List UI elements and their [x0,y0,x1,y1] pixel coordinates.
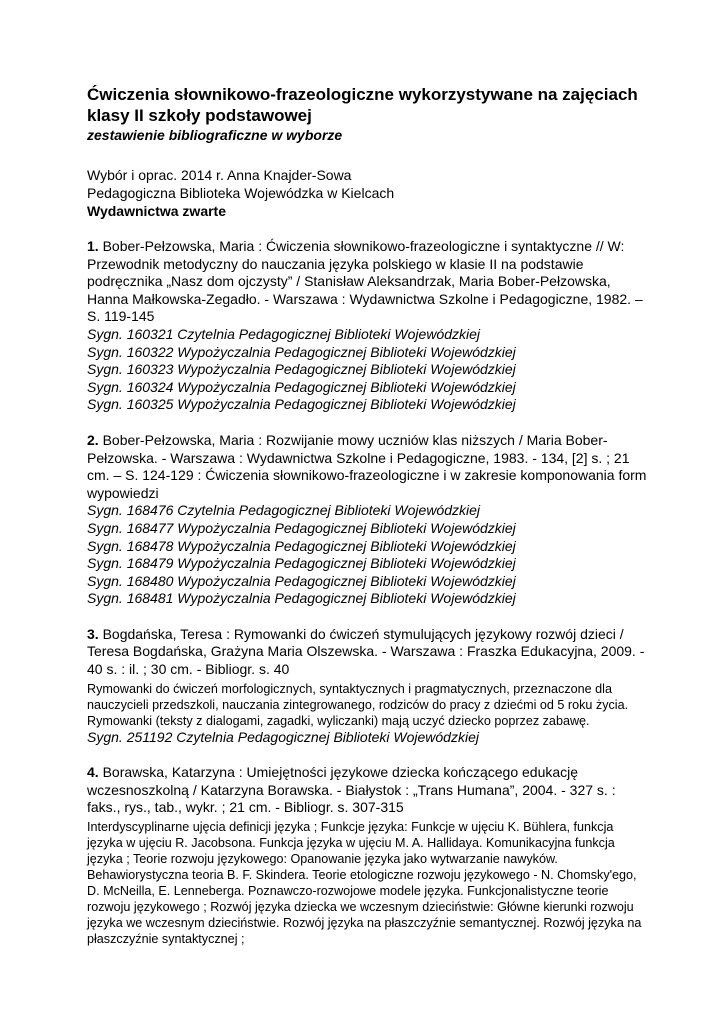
entry-signature: Sygn. 168480 Wypożyczalnia Pedagogicznej Biblioteki Wojewódzkiej [87,572,516,589]
entry-description: Interdyscyplinarne ujęcia definicji języka ; Funkcje języka: Funkcje w ujęciu K. Bühlera, funkcja języka w ujęciu R. Jacobsona. Funkcja języka w ujęciu M. A. Hallidaya. Komunikacyjna funkcja języka ; Teorie rozwoju językowego: Opanowanie języka jako wytwarzanie nawyków. Behawiorystyczna teoria B. F. Skindera. Teorie etologiczne rozwoju językowego - N. Chomsky'ego, D. McNeilla, E. Lenneberga. Poznawczo-rozwojowe modele języka. Funkcjonalistyczne teorie rozwoju językowego ; Rozwój języka dziecka we wczesnym dzieciństwie: Główne kierunki rozwoju języka we wczesnym dzieciństwie. Rozwój języka na płaszczyźnie semantycznej. Rozwój języka na płaszczyźnie syntaktycznej ; [87,820,642,947]
entry-citation [87,432,647,502]
entry-signature: Sygn. 160321 Czytelnia Pedagogicznej Biblioteki Wojewódzkiej [87,325,481,342]
document-subtitle: zestawienie bibliograficzne w wyborze [87,127,343,143]
entry-signature: Sygn. 168478 Wypożyczalnia Pedagogicznej Biblioteki Wojewódzkiej [87,537,516,554]
bibliography-entry [87,432,647,608]
bibliography-entry [87,626,647,746]
entry-signature: Sygn. 168476 Czytelnia Pedagogicznej Biblioteki Wojewódzkiej [87,502,481,519]
entry-signature: Sygn. 160323 Wypożyczalnia Pedagogicznej Biblioteki Wojewódzkiej [87,361,516,378]
entry-citation [87,626,647,679]
entry-citation-text: Bogdańska, Teresa : Rymowanki do ćwiczeń stymulujących językowy rozwój dzieci / Teresa Bogdańska, Grażyna Maria Olszewska. - Warszawa : Fraszka Edukacyjna, 2009. - 40 s. : il. ; 30 cm. - Bibliogr. s. 40 [87,625,645,678]
entry-number: 4. [87,764,99,781]
bibliography-entry [87,764,647,947]
section-heading: Wydawnictwa zwarte [87,203,227,219]
entry-list [87,238,647,947]
entry-signature: Sygn. 168479 Wypożyczalnia Pedagogicznej Biblioteki Wojewódzkiej [87,555,516,572]
entry-signature: Sygn. 168481 Wypożyczalnia Pedagogicznej Biblioteki Wojewódzkiej [87,590,516,607]
entry-number: 2. [87,431,99,448]
entry-citation-text: Borawska, Katarzyna : Umiejętności językowe dziecka kończącego edukację wczesnoszkolną / Katarzyna Borawska. - Białystok : „Trans Humana”, 2004. - 327 s. : faks., rys., tab., wykr. ; 21 cm. - Bibliogr. s. 307-315 [87,764,616,816]
entry-signature: Sygn. 160325 Wypożyczalnia Pedagogicznej Biblioteki Wojewódzkiej [87,396,516,413]
entry-citation [87,238,647,326]
entry-citation-text: Bober-Pełzowska, Maria : Rozwijanie mowy uczniów klas niższych / Maria Bober-Pełzowska. - Warszawa : Wydawnictwa Szkolne i Pedagogiczne, 1983. - 134, [2] s. ; 21 cm. – S. 124-129 : Ćwiczenia słownikowo-frazeologiczne i w zakresie komponowania form wypowiedzi [87,431,647,501]
entry-description: Rymowanki do ćwiczeń morfologicznych, syntaktycznych i pragmatycznych, przeznaczone dla nauczycieli przedszkoli, nauczania zintegrowanego, rodziców do pracy z dziećmi od 5 roku życia. Rymowanki (teksty z dialogami, zagadki, wyliczanki) mają uczyć dziecko poprzez zabawę. [87,681,629,728]
compiler-line: Wybór i oprac. 2014 r. Anna Knajder-Sowa [87,167,352,183]
entry-signature: Sygn. 251192 Czytelnia Pedagogicznej Biblioteki Wojewódzkiej [87,728,479,745]
document-content [87,84,647,947]
document-title: Ćwiczenia słownikowo-frazeologiczne wykorzystywane na zajęciach klasy II szkoły podstawowej [87,85,638,125]
bibliography-entry [87,238,647,414]
entry-signature: Sygn. 160324 Wypożyczalnia Pedagogicznej Biblioteki Wojewódzkiej [87,378,516,395]
entry-number: 1. [87,238,99,254]
entry-signature: Sygn. 160322 Wypożyczalnia Pedagogicznej Biblioteki Wojewódzkiej [87,343,516,360]
institution-line: Pedagogiczna Biblioteka Wojewódzka w Kielcach [87,185,395,201]
entry-citation-text: Bober-Pełzowska, Maria : Ćwiczenia słownikowo-frazeologiczne i syntaktyczne // W: Przewodnik metodyczny do nauczania języka polskiego w klasie II na podstawie podręcznika „Nasz dom ojczysty” / Stanisław Aleksandrzak, Maria Bober-Pełzowska, Hanna Małkowska-Zegadło. - Warszawa : Wydawnictwa Szkolne i Pedagogiczne, 1982. – S. 119-145 [87,238,643,325]
entry-number: 3. [87,625,99,642]
entry-signature: Sygn. 168477 Wypożyczalnia Pedagogicznej Biblioteki Wojewódzkiej [87,519,516,536]
entry-citation [87,764,647,817]
